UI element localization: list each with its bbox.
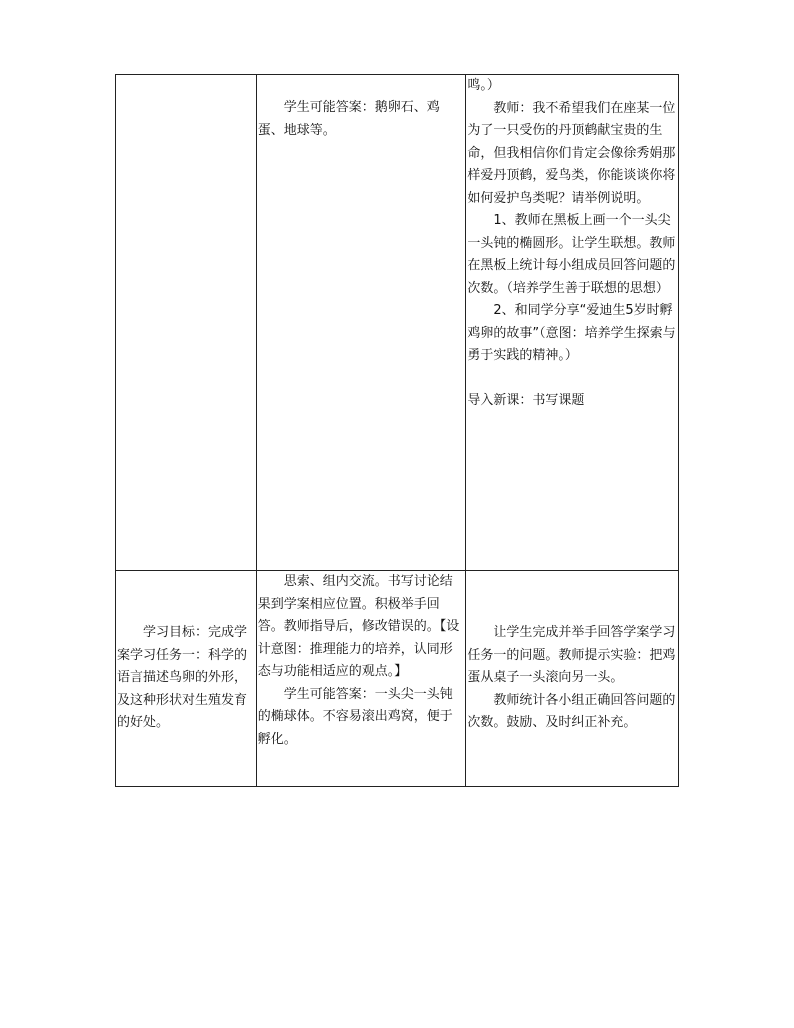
lesson-plan-table	[115, 74, 679, 787]
teacher-task-text: 让学生完成并举手回答学案学习任务一的问题。教师提示实验：把鸡蛋从桌子一头滚向另一头。	[467, 625, 676, 686]
continued-text: 鸣。）	[467, 78, 500, 93]
learning-goal-text: 学习目标：完成学案学习任务一：科学的语言描述鸟卵的外形，及这种形状对生殖发育的好处。	[117, 625, 248, 731]
student-activity-text: 思索、组内交流。书写讨论结果到学案相应位置。积极举手回答。教师指导后，修改错误的。【设计意图：推理能力的培养，认同形态与功能相适应的观点。】	[257, 574, 460, 679]
activity-2-text: 2、和同学分享“爱迪生5岁时孵鸡卵的故事”（意图：培养学生探索与勇于实践的精神。）	[467, 303, 676, 363]
teacher-speech-text: 教师：我不希望我们在座某一位为了一只受伤的丹顶鹤献宝贵的生命，但我相信你们肯定会像徐秀娟那样爱丹顶鹤，爱鸟类，你能谈谈你将如何爱护鸟类呢？请举例说明。	[467, 100, 676, 206]
activity-1-text: 1、教师在黑板上画一个一头尖一头钝的椭圆形。让学生联想。教师在黑板上统计每小组成员回答问题的次数。（培养学生善于联想的思想）	[467, 213, 676, 296]
row1-col2-cell	[256, 75, 466, 571]
row2-col2-cell	[256, 571, 466, 787]
student-answer-text: 学生可能答案：鹅卵石、鸡蛋、地球等。	[257, 100, 440, 138]
row1-col3-cell	[466, 75, 679, 571]
new-lesson-intro-text: 导入新课：书写课题	[467, 393, 585, 408]
student-answer-text: 学生可能答案：一头尖一头钝的椭球体。不容易滚出鸡窝，便于孵化。	[257, 686, 453, 747]
table-row	[116, 571, 679, 787]
teacher-feedback-text: 教师统计各小组正确回答问题的次数。鼓励、及时纠正补充。	[467, 692, 676, 731]
row1-col1-cell	[116, 75, 257, 571]
row2-col1-cell	[116, 571, 257, 787]
table-row	[116, 75, 679, 571]
row2-col3-cell	[466, 571, 679, 787]
